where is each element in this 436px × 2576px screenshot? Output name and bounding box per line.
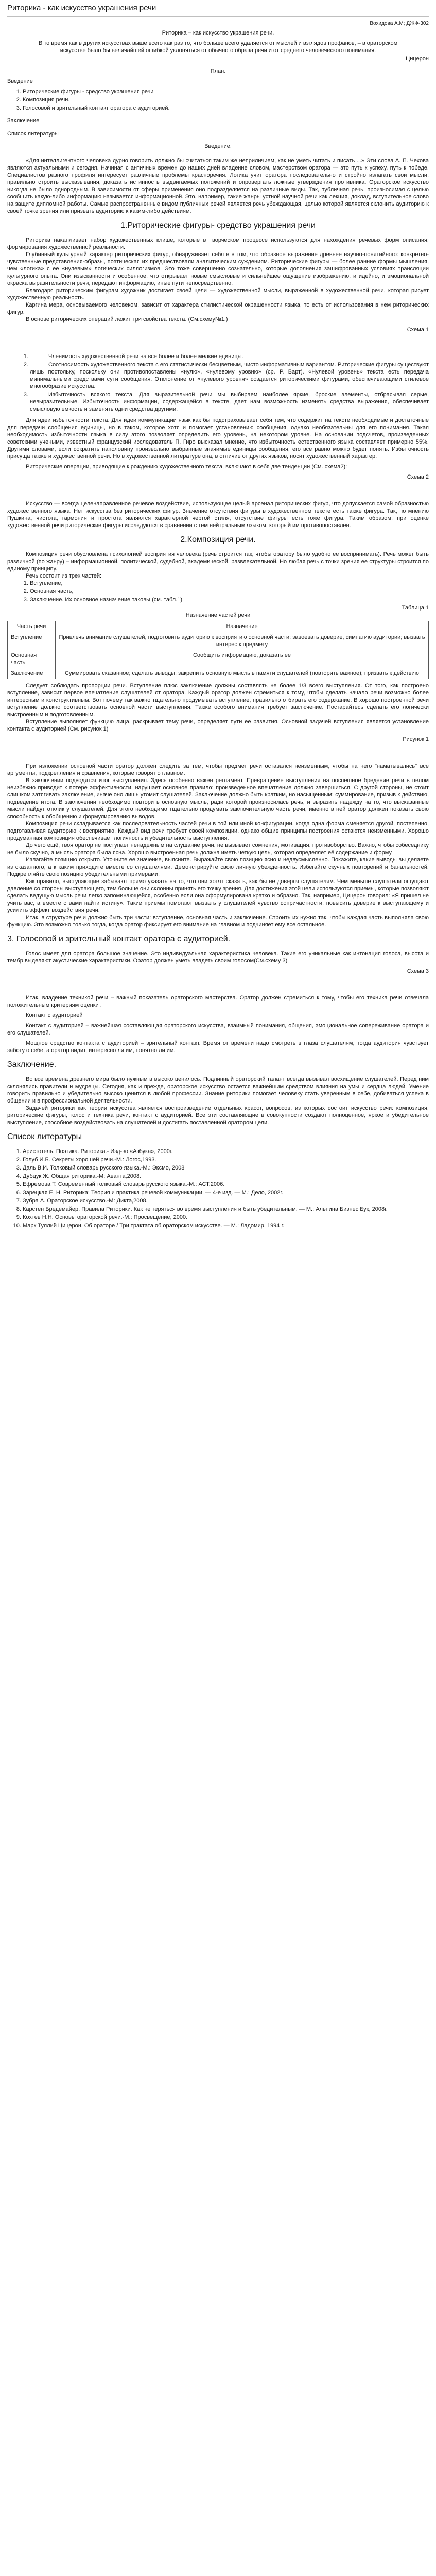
byline: Вохидова А.М; ДЖФ-302 [370,21,429,26]
reference-item: 1. Аристотель. Поэтика. Риторика.- Изд-во «Азбука», 2000г. [23,1148,429,1155]
plan-item: 2. Композиция речи. [23,96,429,104]
speech-parts-list [7,580,429,603]
plan-item: 1. Риторические фигуры - средство украшения речи [23,88,429,95]
paragraph: До чего ещё, твоя оратор не поступает ненадежным на слушание речи, не вызывает сомнения, мотивация, противоборство. Важно, чтобы собеседнику не было скучно, а мысль оратора была ясна. Хорошо выстроенная речь должна иметь четкую цель, которая определяет её содержание и форму. [7,842,429,856]
paragraph: Вступление выполняет функцию лица, раскрывает тему речи, определяет пути ее развития. Основной задачей вступления является установление контакта с аудиторией (См. рисунок 1) [7,719,429,732]
text-properties-list [7,353,429,413]
paragraph: Речь состоит из трех частей: [26,573,102,579]
table-label: Таблица 1 [402,605,429,611]
table-cell: Основная часть [8,650,56,668]
speech-parts-table [7,621,429,679]
list-item: 3. Заключение. Их основное назначение таковы (см. табл.1). [30,596,429,603]
plan-intro: Введение [7,78,33,84]
table-header: Назначение [56,621,429,632]
section-heading-2: 2.Композиция речи. [180,535,256,544]
paragraph: В основе риторических операций лежит три свойства текста. (См.схему№1.) [26,316,228,323]
reference-item: 5. Ефремова Т. Современный толковый словарь русского языка.-М.: АСТ,2006. [23,1181,429,1188]
table-cell: Заключение [8,668,56,679]
reference-item: 4. Дубцук Ж. Общая риторика.-М: Аванта,2008. [23,1173,429,1180]
table-header: Часть речи [8,621,56,632]
reference-item: 7. Зубра А. Ораторское искусство.-М: Дикта,2008. [23,1197,429,1205]
intro-heading: Введение. [204,143,232,149]
paragraph: Голос имеет для оратора большое значение. Это индивидуальная характеристика человека. Такие его уникальные как интонация голоса, высота и тембр выделяют акустические характеристики. Оратор должен уметь владеть своим голосом(См.схему 3) [7,951,429,964]
paragraph: Следует соблюдать пропорции речи. Вступление плюс заключение должны составлять не более 1/3 всего выступления. От того, как построено вступление, зависит первое впечатление слушателей от оратора. Каждый оратор должен стремиться к тому, чтобы сделать начало речи возможно более интересным и конструктивным. Вот почему так важно тщательно продумывать вступление, правильно отбирать его содержание. В хорошо построенной речи вступление должно соответствовать основной части выступления. Также особого внимания требует заключение. Постарайтесь сделать его логически выстроенным и подготовленным. [7,683,429,718]
paragraph: Риторические операции, приводящие к рождению художественного текста, включают в себя две тенденции (См. схема2): [26,464,347,470]
list-item: 3. Избыточность всякого текста. Для выразительной речи мы выбираем наиболее яркие, броские элементы, отбрасывая серые, невыразительные. Избыточность информации, содержащейся в тексте, дает нам возможность изменять средства выражения, обеспечивает смысловую емкость и заменять одни средства другими. [30,391,429,413]
epigraph-text: В то время как в других искусствах выше всего как раз то, что больше всего удаляется от мыслей и взглядов профанов, – в ораторском искусстве было бы величайшей ошибкой уклоняться от обычного образа речи и от среднего человеческого понимания. [38,40,398,54]
list-item: 1. Членимость художественной речи на все более и более мелкие единицы. [30,353,429,360]
table-row [8,650,429,668]
table-cell: Суммировать сказанное; сделать выводы; закрепить основную мысль в памяти слушателей (повторить важное); призвать к действию [56,668,429,679]
epigraph-title: Риторика – как искусство украшения речи. [162,30,274,36]
paragraph: Задачей риторики как теории искусства является воспроизведение отдельных красот, вопросов, из которых состоит искусство речи: композиция, риторические фигуры, голос и техника речи, контакт с аудиторией. Все эти составляющие в совокупности создают полноценное, яркое и убедительное выступление, способное воздействовать на слушателей и достигать поставленной оратором цели. [7,1105,429,1126]
table-title: Назначение частей речи [185,612,251,618]
reference-item: 8. Карстен Бредемайер. Правила Риторики. Как не теряться во время выступления и быть убедительным. — М.: Альпина Бизнес Бук, 2008г. [23,1206,429,1213]
table-cell: Привлечь внимание слушателей, подготовить аудиторию к восприятию основной части; завоевать доверие, симпатию аудитории; вызвать интерес к предмету [56,632,429,650]
paragraph: Глубинный культурный характер риторических фигур, обнаруживает себя в в том, что образное выражение древнее научно-понятийного: конкретно-чувственные представления-образы, поэтическая их предшествовали аналитическим суждениям. Риторические фигуры — более ранние формы мышления, чем «логика» с ее «нулевым» логических силлогизмов. Это тоже совершенно сознательно, которые дополнения зашифрованных условиях трансляции культурного опыта. Они изысканности и особенное, что открывает новые смысловые и сильнейшее ощущение изображению, и идейно, и эмоциональной окраска выразительности речи, передают информацию, иные пути непосредственно. [7,251,429,286]
table-header-row [8,621,429,632]
paragraph: Каргина мера, основываемого человеком, зависит от характера стилистической окрашенности языка, то есть от использования в нем риторических фигур. [7,302,429,315]
paragraph: Риторика накапливает набор художественных клише, которые в творческом процессе используются для нахождения речевых форм описания, формирования художественной реальности. [7,237,429,250]
plan-references: Список литературы [7,131,59,137]
reference-item: 2. Голуб И.Б. Секреты хорошей речи.-М.: Логос,1993. [23,1156,429,1163]
schema-label: Схема 3 [407,968,429,974]
plan [7,67,429,138]
paragraph: «Для интеллигентного человека дурно говорить должно бы считаться таким же неприличием, как не уметь читать и писать ...» Эти слова А. П. Чехова являются актуальными и сегодня. Начиная с античных времен до наших дней владение словом, мастерством оратора — это путь к успеху, путь к победе. Специалистов разного профиля интересует различные проблемы красноречия. Логика учит оратора последовательно и стройно излагать свои мысли, правильно строить высказывания, доказать истинность выдвигаемых положений и опровергать ложные утверждения противника. Ораторское искусство никогда не было однородным. В зависимости от сферы применения оно подразделяется на различные виды. Так, публичная речь, произносимая с целью сообщить какую-либо информацию называется информационной. Это, например, такие жанры устной научной речи как лекция, доклад, вступительное слово на защите дипломной работы. Самые распространенные видом публичных речей является речь убеждающая, целью которой является склонить аудиторию к своей точке зрения или призвать аудиторию к каким-либо действиям. [7,158,429,214]
list-item: 1. Вступление, [30,580,429,587]
reference-item: 9. Кохтев Н.Н. Основы ораторской речи.-М.: Просвещение, 2000. [23,1214,429,1221]
figure-label: Рисунок 1 [403,736,429,742]
document-page [0,0,436,1229]
section-heading-3: 3. Голосовой и зрительный контакт оратора с аудиторией. [7,935,231,943]
plan-list [7,88,429,112]
paragraph: Для идеи избыточности текста. Для идеи коммуникации язык как бы подстраховывает себя тем, что содержит на тексте необходимые и достаточные для передачи сообщения единицы, но в таком, которое хотя и помогает установлению сообщения, однако необязательны для его понимания. Такая необходимость избыточности языка в силу этого позволяет определить его уровень, на некотором уровне. На основании подсчетов, произведенных советскими учеными, известный французский исследователь П. Гиро высказал мнение, что избыточность естественного языка составляет примерно 55%. Другими словами, если сократить наполовину произвольно выбранные значимые единицы сообщения, его все равно можно будет понять. Избыточность присуща также и художественной речи. Но в художественной литературе она, в отличие от других языков, носит художественный характер. [7,417,429,460]
list-item: 2. Соотносимость художественного текста с его статистически бесцветным, чисто информативным вариантом. Риторические фигуры существуют лишь постольку, поскольку они противопоставлены «нулю», «нулевому уровню» (ср. Р. Барт). «Нулевой уровень» текста есть передача минимальными средствами сути сообщения. Отклонение от «нулевого уровня» создается риторическими фигурами, обеспечивающими стилевое многообразие искусства. [30,361,429,390]
table-cell: Вступление [8,632,56,650]
paragraph: Излагайте позицию открыто. Уточните ее значение, выясните. Выражайте свою позицию ясно и недвусмысленно. Покажите, какие выводы вы делаете из сказанного, а к каким приходите вместе со слушателями. Демонстрируйте свою личную убежденность. Избегайте скучных повторений и банальностей. Подкрепляйте свою позицию убедительными примерами. [7,857,429,877]
paragraph: Композиция речи складывается как последовательность частей речи в той или иной конфигурации, когда одна форма сменяется другой, постепенно, подготавливая аудиторию к восприятию. Каждый вид речи требует своей композиции, однако общие принципы построения остаются неизменными. Хорошо продуманная композиция обеспечивает логичность и убедительность выступления. [7,821,429,841]
references-list [7,1148,429,1229]
paragraph: Во все времена древнего мира было нужным в высоко ценилось. Подлинный ораторский талант всегда вызывал восхищение слушателей. Перед ним склонялись правители и мудрецы. Сегодня, как и прежде, ораторское искусство остается важнейшим средством влияния на умы и сердца людей. Умение говорить правильно и убедительно высоко ценится в любой профессии. Знание риторики помогает человеку стать уверенным в себе, добиваться успеха в общении и в профессиональной деятельности. [7,1076,429,1104]
table-cell: Сообщить информацию, доказать ее [56,650,429,668]
paragraph: Композиция речи обусловлена психологией восприятия человека (речь строится так, чтобы оратору было удобно ее воспринимать). Речь может быть различной (по жанру) – информационной, политической, судебной, академической, развлекательной. Но любая речь с точки зрения ее структуры строится по единому принципу. [7,551,429,572]
epigraph-author: Цицерон [406,56,429,62]
section-heading-1: 1.Риторические фигуры- средство украшения речи [120,221,316,230]
plan-item: 3. Голосовой и зрительный контакт оратора с аудиторией. [23,105,429,112]
reference-item: 10. Марк Туллий Цицерон. Об ораторе / Три трактата об ораторском искусстве. — М.: Ладомир, 1994 г. [23,1222,429,1229]
table-row [8,632,429,650]
paragraph: Итак, в структуре речи должно быть три части: вступление, основная часть и заключение. Строить их нужно так, чтобы каждая часть выполняла свою функцию. Это возможно только тогда, когда оратор фиксирует его внимание на главном и подчиняет ему все остальное. [7,914,429,928]
paragraph: Мощное средство контакта с аудиторией – зрительный контакт. Время от времени надо смотреть в глаза слушателям, тогда аудитория чувствует заботу о себе, а оратор видит, интересно ли им, понятно ли им. [7,1040,429,1054]
paragraph: Контакт с аудиторией [26,1012,83,1019]
paragraph: Искусство — всегда целенаправленное речевое воздействие, использующее целый арсенал риторических фигур, что допускается самой образностью художественного языка. Нет искусства без риторических фигур. Значение отсутствия фигуры в художественном тексте есть также фигура. Так, по мнению Пушкина, чистота, гармония и простота являются характерной чертой стиля, отсутствие фигуры есть тоже фигура. Таким образом, при оценке художественной речи риторические фигуры исследуются в сравнении с тем нейтральным языком, который им противопоставлен. [7,501,429,529]
schema-label: Схема 2 [407,474,429,480]
paragraph: Как правило, выступающие забывают прямо указать на то, что они хотят сказать, как бы не доверяя слушателям. Чем меньше слушатели ощущают давление со стороны выступающего, тем больше они склонны принять его точку зрения. Для достижения этой цели используются приемы, которые позволяют сделать ведущую мысль речи легко запоминающейся, особенно если она сформулирована кратко и образно. Так, например, Цицерон говорил: «Я пришел не учить вас, а вместе с вами найти истину». Такие приемы помогают вызвать у слушателей чувство сопричастности, повысить доверие к выступающему и усилить эффект воздействия речи. [7,878,429,913]
schema-label: Схема 1 [407,327,429,333]
paragraph: В заключении подводятся итог выступления. Здесь особенно важен регламент. Превращение выступления на поспешное бредение речи в целом неизбежно приводит к потере эффективности, нарушает основное правило: произведенное впечатление должно завершиться. С другой стороны, не стоит слишком затягивать заключение, иначе оно лишь утомит слушателей. Заключение должно быть кратким, но насыщенным: суммирование, призыв к действию, подведение итога. В заключении необходимо повторить основную мысль, ради которой произносилась речь, и выразить надежду на то, что высказанные мысли найдут отклик у слушателей. Для этого необходимо тщательно продумать заключительную часть речи, именно в ней оратор должен показать свою способность к обобщению и формулированию выводов. [7,777,429,820]
table-row [8,668,429,679]
plan-label: План. [210,68,226,74]
reference-item: 3. Даль В.И. Толковый словарь русского языка.-М.: Эксмо, 2008 [23,1164,429,1172]
references-heading: Список литературы [7,1132,82,1141]
plan-conclusion: Заключение [7,117,40,124]
reference-item: 6. Зарецкая Е. Н. Риторика: Теория и практика речевой коммуникации. — 4-е изд. — М.: Дело, 2002г. [23,1189,429,1196]
conclusion-heading: Заключение. [7,1060,57,1069]
page-title: Риторика - как искусство украшения речи [7,4,156,12]
paragraph: Благодаря риторическим фигурам художник достигает своей цели — художественной мысли, выраженной в художественной речи, которая рисует художественную реальность. [7,287,429,301]
title-divider [7,14,429,17]
paragraph: Контакт с аудиторией – важнейшая составляющая ораторского искусства, взаимный понимания, общения, эмоциональное сопереживание оратора и его слушателей. [7,1023,429,1036]
paragraph: При изложении основной части оратор должен следить за тем, чтобы предмет речи оставался неизменным, чтобы на него "наматывались" все аргументы, подкрепления и сравнения, которые говорят о главном. [7,763,429,776]
list-item: 2. Основная часть, [30,588,429,595]
paragraph: Итак, владение техникой речи – важный показатель ораторского мастерства. Оратор должен стремиться к тому, чтобы его техника речи отвечала положительным критериям оценки . [7,995,429,1008]
